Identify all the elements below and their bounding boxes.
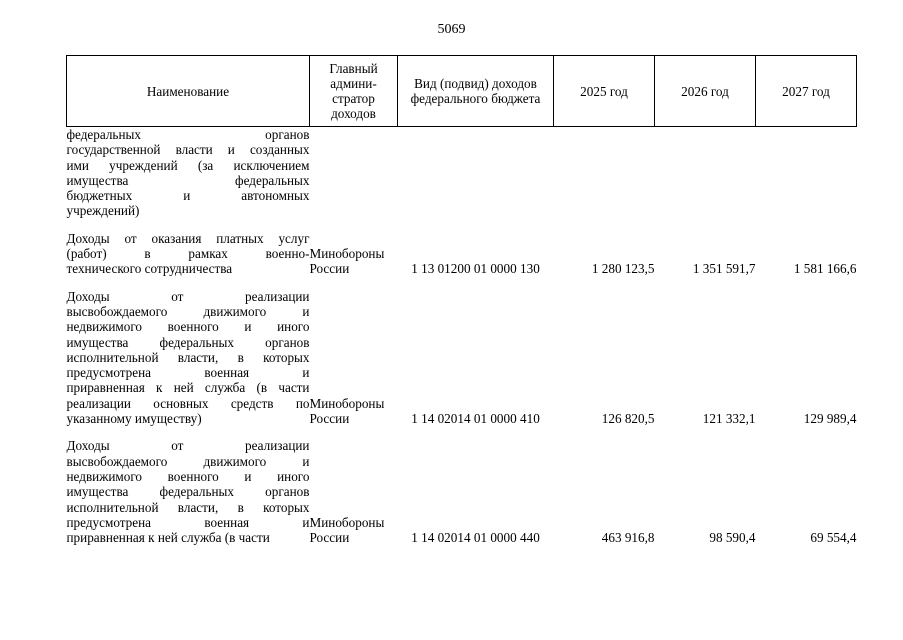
cell-name-line: государственной власти и созданных xyxy=(66,142,310,158)
header-admin-line: доходов xyxy=(331,106,376,121)
cell-admin-line: России xyxy=(309,261,350,277)
row-spacer xyxy=(67,426,857,438)
cell-name-line: имущества федеральных xyxy=(66,172,310,188)
header-admin-line: админи- xyxy=(330,76,377,91)
row-spacer-cell xyxy=(67,426,857,438)
cell-2026: 121 332,1 xyxy=(702,411,756,427)
cell-name-line: исполнительной власти, в которых xyxy=(66,499,310,515)
row-spacer-cell xyxy=(67,219,857,231)
cell-name-line: Доходы от реализации xyxy=(66,438,310,454)
cell-2025 xyxy=(554,127,655,219)
cell-name-line: бюджетных и автономных xyxy=(66,188,310,204)
header-code xyxy=(398,56,554,127)
cell-admin-line: Минобороны xyxy=(309,514,385,530)
cell-name-line: Доходы от реализации xyxy=(66,288,310,304)
cell-name-line: ими учреждений (за исключением xyxy=(66,157,310,173)
cell-2026: 98 590,4 xyxy=(709,530,756,546)
cell-name-line: технического сотрудничества xyxy=(66,261,233,277)
cell-name-line: указанному имуществу) xyxy=(66,411,202,427)
row-spacer xyxy=(67,219,857,231)
cell-name-line: приравненная к ней служба (в части xyxy=(66,530,270,546)
cell-2026: 1 351 591,7 xyxy=(692,261,756,277)
cell-name-line: учреждений) xyxy=(66,203,140,219)
cell-admin xyxy=(310,127,398,219)
header-name: Наименование xyxy=(67,56,310,127)
row-spacer-cell xyxy=(67,277,857,289)
header-2027: 2027 год xyxy=(756,56,857,127)
table-row xyxy=(67,231,857,277)
cell-name-line: Доходы от оказания платных услуг xyxy=(66,230,310,246)
cell-admin xyxy=(310,231,398,277)
cell-name-line: исполнительной власти, в которых xyxy=(66,349,310,365)
header-admin-line: Главный xyxy=(329,61,378,76)
cell-2027: 69 554,4 xyxy=(810,530,857,546)
cell-code xyxy=(398,127,554,219)
cell-admin xyxy=(310,289,398,427)
cell-admin xyxy=(310,438,398,545)
cell-name-line: предусмотрена военная и xyxy=(66,365,310,381)
header-2026: 2026 год xyxy=(655,56,756,127)
cell-2027: 1 581 166,6 xyxy=(793,261,857,277)
cell-name-line: недвижимого военного и иного xyxy=(66,319,310,335)
cell-name-line: федеральных органов xyxy=(66,127,310,142)
cell-name-line: имущества федеральных органов xyxy=(66,334,310,350)
cell-admin-line: России xyxy=(309,411,350,427)
cell-name xyxy=(67,231,310,277)
cell-2025: 463 916,8 xyxy=(601,530,655,546)
cell-2025: 1 280 123,5 xyxy=(591,261,655,277)
cell-code: 1 14 02014 01 0000 440 xyxy=(411,530,540,546)
cell-2027 xyxy=(756,127,857,219)
row-spacer xyxy=(67,277,857,289)
header-admin-line: стратор xyxy=(332,91,375,106)
page-number: 5069 xyxy=(437,22,466,37)
table-row xyxy=(67,438,857,545)
table-row xyxy=(67,127,857,219)
header-admin xyxy=(310,56,398,127)
cell-name-line: недвижимого военного и иного xyxy=(66,468,310,484)
table-row xyxy=(67,289,857,427)
cell-name-line: приравненная к ней служба (в части xyxy=(66,380,310,396)
cell-code: 1 13 01200 01 0000 130 xyxy=(411,261,540,277)
cell-name-line: высвобождаемого движимого и xyxy=(66,453,310,469)
cell-2027: 129 989,4 xyxy=(803,411,857,427)
cell-2025: 126 820,5 xyxy=(601,411,655,427)
cell-admin-line: Минобороны xyxy=(309,246,385,262)
cell-name xyxy=(67,289,310,427)
revenue-table xyxy=(66,55,857,545)
cell-name-line: высвобождаемого движимого и xyxy=(66,303,310,319)
cell-code: 1 14 02014 01 0000 410 xyxy=(411,411,540,427)
table-body xyxy=(67,127,857,546)
header-code-line: Вид (подвид) доходов xyxy=(414,76,537,91)
cell-name-line: имущества федеральных органов xyxy=(66,484,310,500)
cell-name xyxy=(67,127,310,219)
cell-name-line: (работ) в рамках военно- xyxy=(66,246,310,262)
header-code-line: федерального бюджета xyxy=(410,91,541,106)
cell-admin-line: России xyxy=(309,530,350,546)
cell-name xyxy=(67,438,310,545)
cell-name-line: предусмотрена военная и xyxy=(66,514,310,530)
table-header-row xyxy=(67,56,857,127)
header-2025: 2025 год xyxy=(554,56,655,127)
cell-2026 xyxy=(655,127,756,219)
cell-name-line: реализации основных средств по xyxy=(66,395,310,411)
cell-admin-line: Минобороны xyxy=(309,395,385,411)
